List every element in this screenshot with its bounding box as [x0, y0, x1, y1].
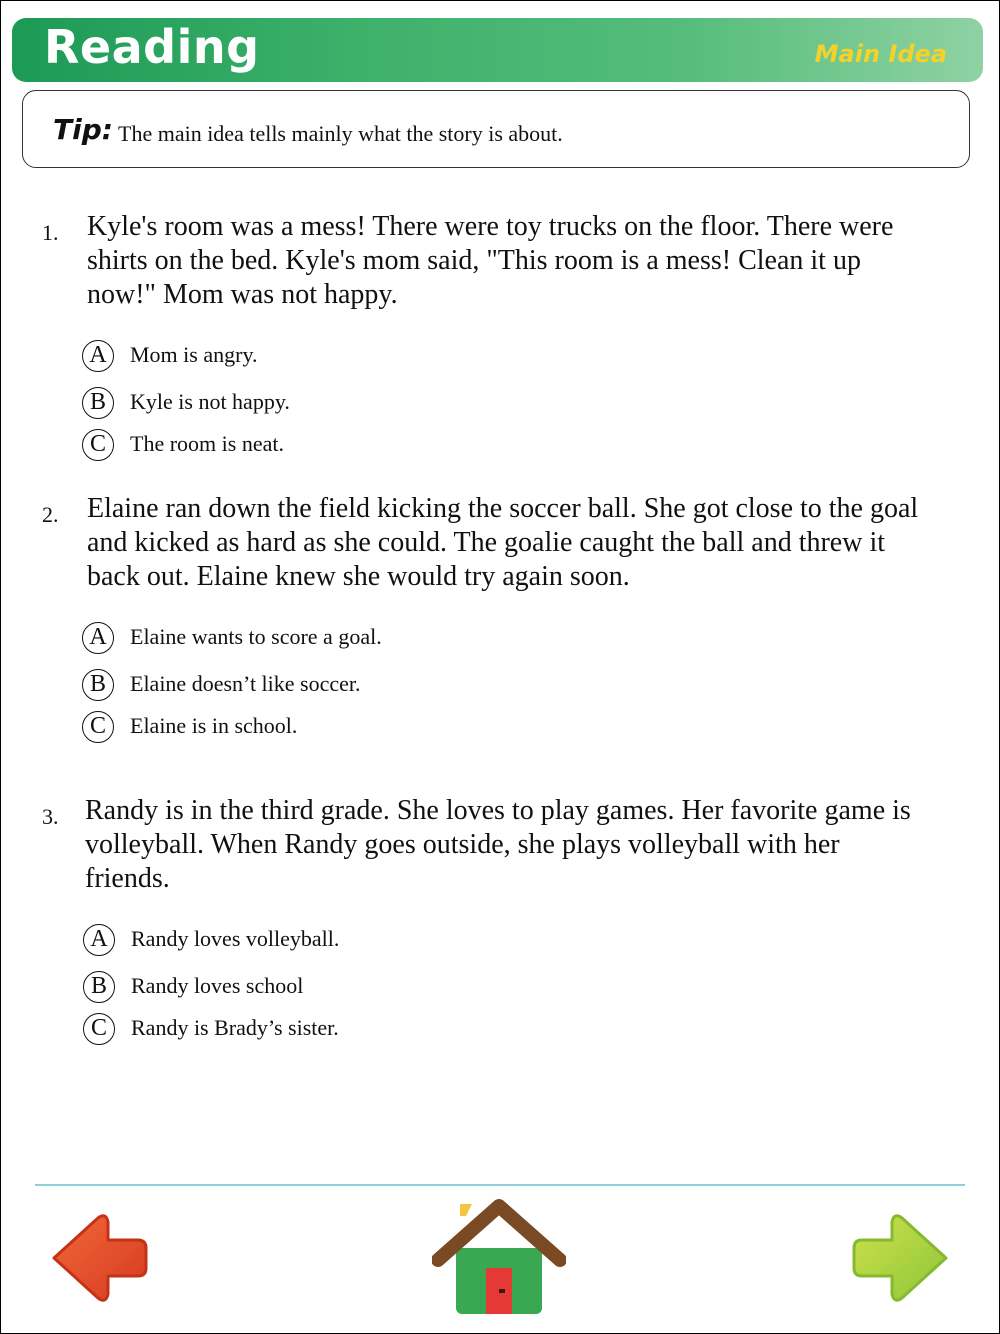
back-button[interactable]	[46, 1210, 150, 1306]
option-a-text: Mom is angry.	[130, 342, 258, 367]
option-b-text: Randy loves school	[131, 973, 304, 998]
tip-label: Tip:	[53, 113, 113, 146]
option-a-bubble[interactable]: A	[82, 340, 114, 372]
option-b-text: Elaine doesn’t like soccer.	[130, 671, 361, 696]
option-b-bubble[interactable]: B	[82, 387, 114, 419]
option-c-text: Elaine is in school.	[130, 713, 298, 738]
question-text: Elaine ran down the field kicking the soccer ball. She got close to the goal and kicked as hard as she could. The goalie caught the ball and threw it back out. Elaine knew she would try again soon.	[87, 493, 919, 592]
option-c-text: The room is neat.	[130, 431, 284, 456]
question-number: 2.	[42, 502, 59, 527]
page-subtitle: Main Idea	[814, 40, 947, 68]
option-a-bubble[interactable]: A	[82, 622, 114, 654]
header-banner	[12, 18, 983, 82]
home-icon	[432, 1198, 566, 1318]
tip-box	[22, 90, 970, 168]
question-text: Randy is in the third grade. She loves to play games. Her favorite game is volleyball. When Randy goes outside, she plays volleyball with her friends.	[85, 795, 911, 894]
question-number: 3.	[42, 804, 59, 829]
option-a-text: Randy loves volleyball.	[131, 926, 340, 951]
left-arrow-icon	[46, 1210, 150, 1306]
option-b-bubble[interactable]: B	[83, 971, 115, 1003]
footer-divider	[35, 1184, 965, 1186]
option-c-text: Randy is Brady’s sister.	[131, 1015, 339, 1040]
option-b-text: Kyle is not happy.	[130, 389, 290, 414]
home-button[interactable]	[432, 1198, 566, 1318]
option-c-bubble[interactable]: C	[82, 711, 114, 743]
option-a-bubble[interactable]: A	[83, 924, 115, 956]
option-b-bubble[interactable]: B	[82, 669, 114, 701]
page-title: Reading	[44, 20, 260, 74]
option-c-bubble[interactable]: C	[83, 1013, 115, 1045]
right-arrow-icon	[850, 1210, 954, 1306]
next-button[interactable]	[850, 1210, 954, 1306]
option-a-text: Elaine wants to score a goal.	[130, 624, 382, 649]
option-c-bubble[interactable]: C	[82, 429, 114, 461]
question-number: 1.	[42, 220, 59, 245]
tip-text: The main idea tells mainly what the story is about.	[118, 121, 563, 146]
question-text: Kyle's room was a mess! There were toy trucks on the floor. There were shirts on the bed. Kyle's mom said, "This room is a mess! Clean it up now!" Mom was not happy.	[87, 211, 894, 310]
